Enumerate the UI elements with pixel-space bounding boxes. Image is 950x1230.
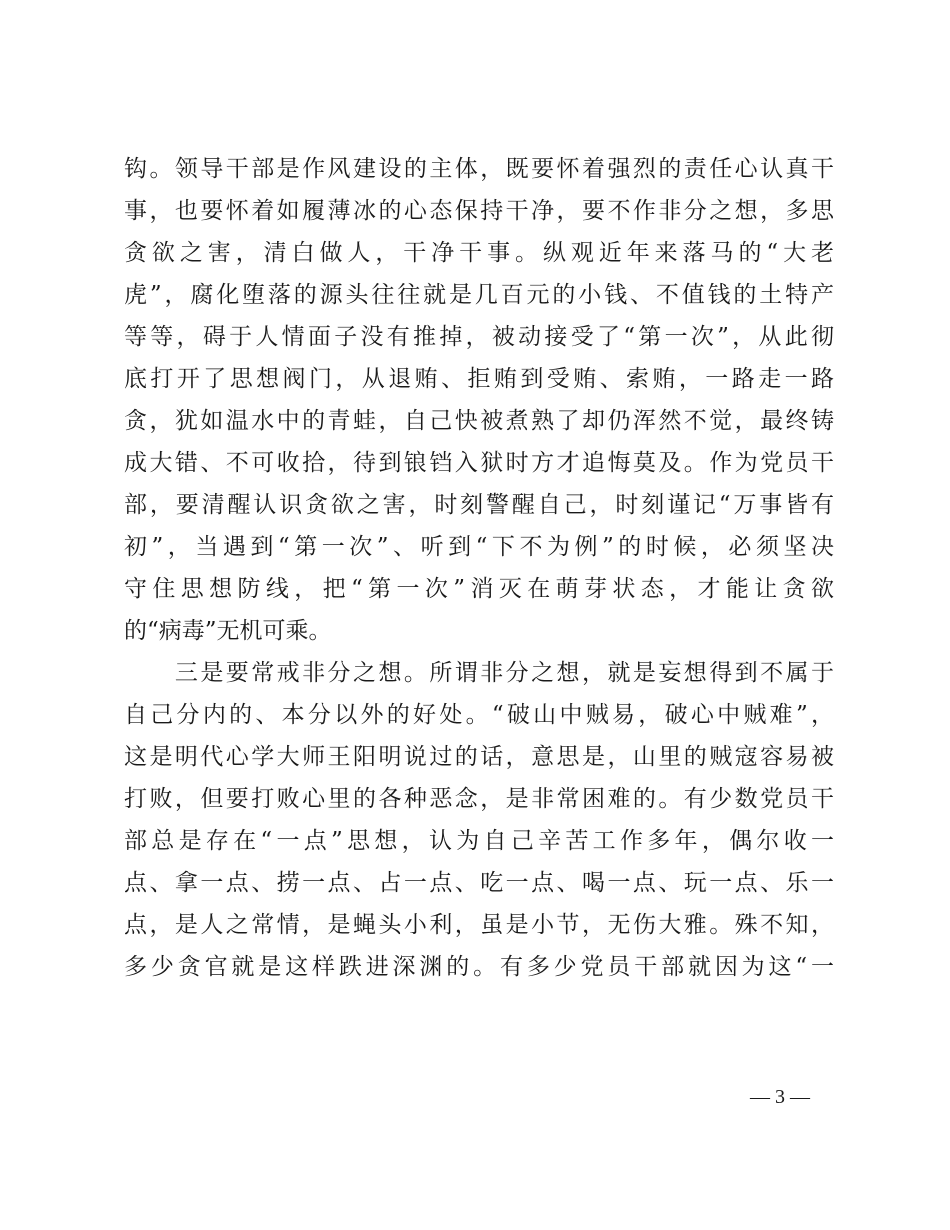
page-number: — 3 — bbox=[750, 1086, 810, 1108]
body-text bbox=[124, 148, 834, 988]
text-line: 这是明代心学大师王阳明说过的话，意思是，山里的贼寇容易被 bbox=[124, 744, 834, 770]
text-line: 自己分内的、本分以外的好处。“破山中贼易，破心中贼难”， bbox=[124, 702, 834, 728]
text-line: 贪，犹如温水中的青蛙，自己快被煮熟了却仍浑然不觉，最终铸 bbox=[124, 408, 834, 434]
text-line: 部总是存在“一点”思想，认为自己辛苦工作多年，偶尔收一 bbox=[124, 828, 834, 854]
text-line: 事，也要怀着如履薄冰的心态保持干净，要不作非分之想，多思 bbox=[124, 198, 834, 224]
text-line: 成大错、不可收拾，待到锒铛入狱时方才追悔莫及。作为党员干 bbox=[124, 450, 834, 476]
text-line: 虎”，腐化堕落的源头往往就是几百元的小钱、不值钱的土特产 bbox=[124, 282, 834, 308]
text-line: 多少贪官就是这样跌进深渊的。有多少党员干部就因为这“一 bbox=[124, 954, 834, 980]
text-line: 底打开了思想阀门，从退贿、拒贿到受贿、索贿，一路走一路 bbox=[124, 366, 834, 392]
text-line: 初”，当遇到“第一次”、听到“下不为例”的时候，必须坚决 bbox=[124, 534, 834, 560]
text-line: 打败，但要打败心里的各种恶念，是非常困难的。有少数党员干 bbox=[124, 786, 834, 812]
text-line: 部，要清醒认识贪欲之害，时刻警醒自己，时刻谨记“万事皆有 bbox=[124, 492, 834, 518]
text-line: 等等，碍于人情面子没有推掉，被动接受了“第一次”，从此彻 bbox=[124, 324, 834, 350]
text-line: 的“病毒”无机可乘。 bbox=[124, 618, 332, 644]
text-line: 点、拿一点、捞一点、占一点、吃一点、喝一点、玩一点、乐一 bbox=[124, 870, 834, 896]
text-line: 守住思想防线，把“第一次”消灭在萌芽状态，才能让贪欲 bbox=[124, 576, 834, 602]
text-line: 点，是人之常情，是蝇头小利，虽是小节，无伤大雅。殊不知， bbox=[124, 912, 834, 938]
text-line: 钩。领导干部是作风建设的主体，既要怀着强烈的责任心认真干 bbox=[124, 156, 834, 182]
text-line: 三是要常戒非分之想。所谓非分之想，就是妄想得到不属于 bbox=[124, 660, 834, 686]
text-line: 贪欲之害，清白做人，干净干事。纵观近年来落马的“大老 bbox=[124, 240, 834, 266]
